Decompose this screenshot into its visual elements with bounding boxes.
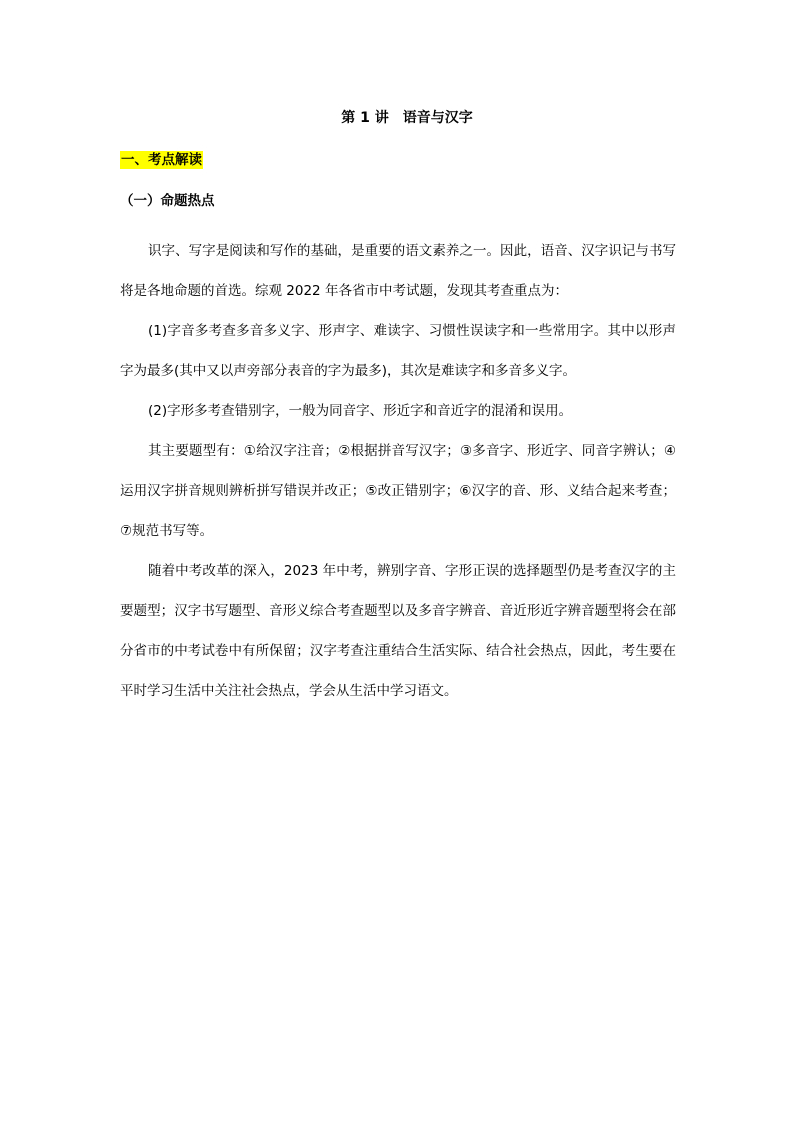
section-heading-text: 一、考点解读 [121, 152, 202, 168]
section-heading [120, 150, 676, 170]
paragraph-intro: 识字、写字是阅读和写作的基础，是重要的语文素养之一。因此，语音、汉字识记与书写将是各地命题的首选。综观 2022 年各省市中考试题，发现其考查重点为： [120, 243, 676, 299]
paragraph-character-form: (2)字形多考查错别字，一般为同音字、形近字和音近字的混淆和误用。 [148, 403, 573, 419]
paragraph-trend: 随着中考改革的深入，2023 年中考，辨别字音、字形正误的选择题型仍是考查汉字的主要题型；汉字书写题型、音形义综合考查题型以及多音字辨音、音近形近字辨音题型将会在部分省市的中考试卷中有所保留；汉字考查注重结合生活实际、结合社会热点，因此，考生要在平时学习生活中关注社会热点，学会从生活中学习语文。 [120, 563, 676, 699]
document-content [120, 108, 676, 711]
sub-heading: （一）命题热点 [120, 193, 215, 209]
paragraph-pronunciation: (1)字音多考查多音多义字、形声字、难读字、习惯性误读字和一些常用字。其中以形声字为最多(其中又以声旁部分表音的字为最多)，其次是难读字和多音多义字。 [120, 323, 676, 379]
paragraph-question-types: 其主要题型有：①给汉字注音；②根据拼音写汉字；③多音字、形近字、同音字辨认；④运用汉字拼音规则辨析拼写错误并改正；⑤改正错别字；⑥汉字的音、形、义结合起来考查；⑦规范书写等。 [120, 443, 676, 539]
lesson-title: 第 1 讲 语音与汉字 [341, 110, 473, 126]
